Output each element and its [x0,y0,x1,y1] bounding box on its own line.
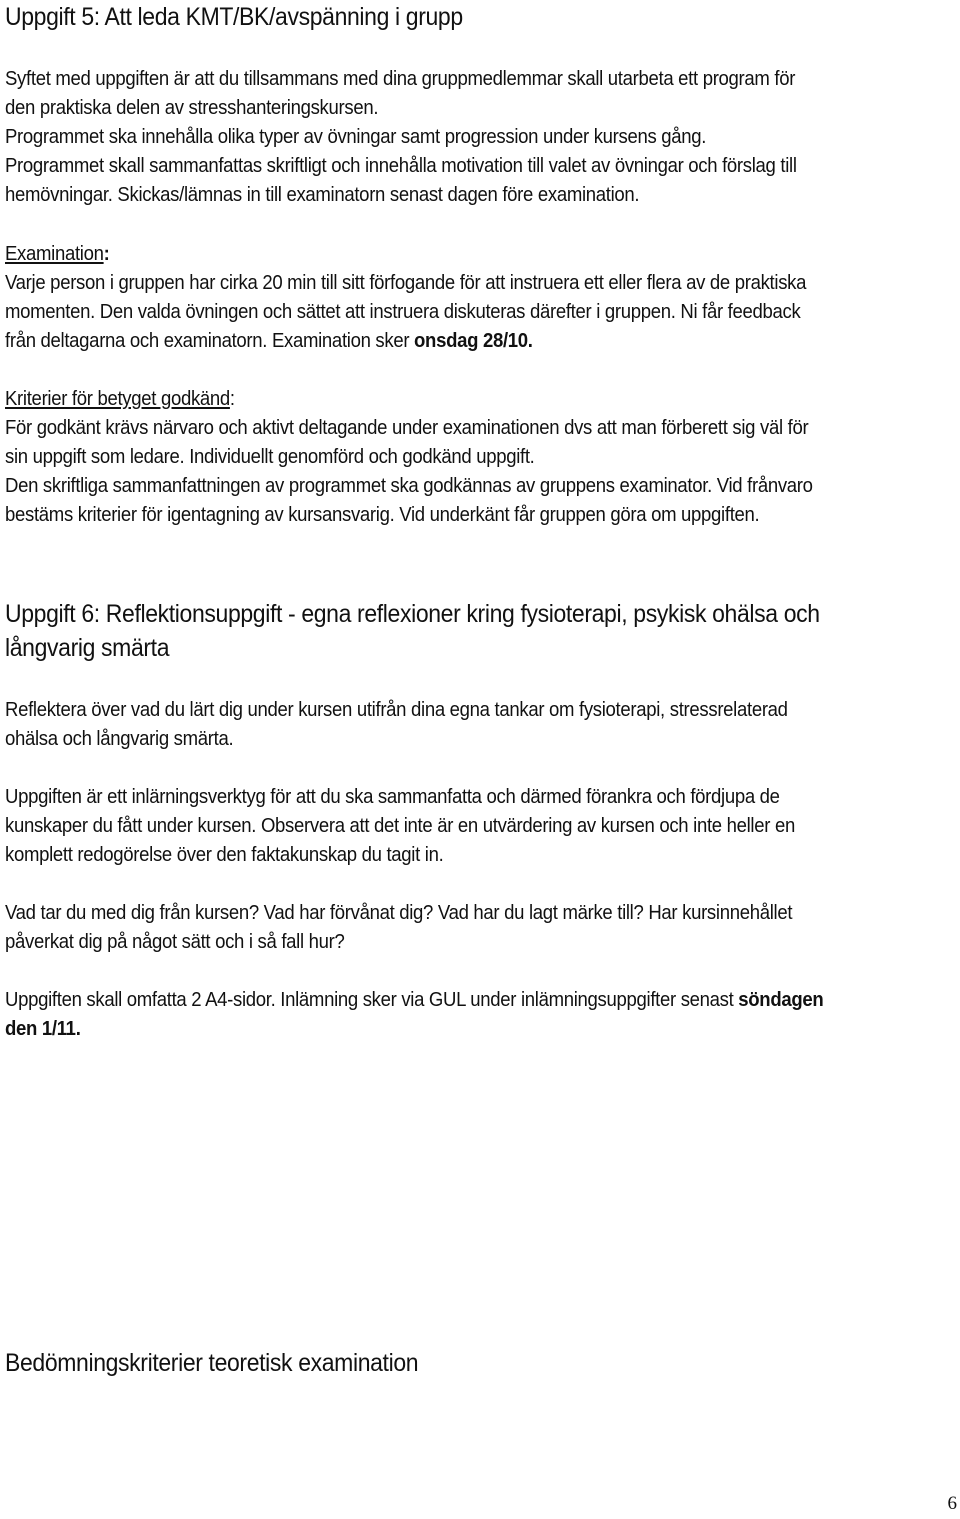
task5-intro-line: Programmet skall sammanfattas skriftligt och innehålla motivation till valet av övningar och förslag till [5,154,797,177]
task6-p1-line: ohälsa och långvarig smärta. [5,727,234,750]
assessment-section [5,1346,454,1380]
task6-p4-text: Uppgiften skall omfatta 2 A4-sidor. Inlämning sker via GUL under inlämningsuppgifter senast [5,988,739,1011]
task6-p4-line [5,1014,955,1043]
criteria-line: sin uppgift som ledare. Individuellt genomförd och godkänd uppgift. [5,445,535,468]
examination-heading: Examination [5,242,104,265]
criteria-line: För godkänt krävs närvaro och aktivt deltagande under examinationen dvs att man förberett sig väl för [5,416,809,439]
examination-date: onsdag 28/10. [414,329,533,352]
task6-title-line: långvarig smärta [5,634,170,662]
examination-heading-line [5,239,955,268]
task6-p1-line: Reflektera över vad du lärt dig under kursen utifrån dina egna tankar om fysioterapi, stressrelaterad [5,698,788,721]
task6-title-line: Uppgift 6: Reflektionsuppgift - egna reflexioner kring fysioterapi, psykisk ohälsa och [5,600,820,628]
task5-intro-line: hemövningar. Skickas/lämnas in till examinatorn senast dagen före examination. [5,183,640,206]
task6-paragraph-2 [5,782,960,869]
criteria-line: Den skriftliga sammanfattningen av programmet ska godkännas av gruppens examinator. Vid frånvaro [5,474,813,497]
task6-p2-line: komplett redogörelse över den faktakunskap du tagit in. [5,843,444,866]
examination-line: momenten. Den valda övningen och sättet att instruera diskuteras därefter i gruppen. Ni får feedback [5,300,801,323]
task6-paragraph-1 [5,695,960,753]
task6-p3-line: påverkat dig på något sätt och i så fall hur? [5,930,345,953]
task6-section [5,597,891,665]
task6-p3-line: Vad tar du med dig från kursen? Vad har förvånat dig? Vad har du lagt märke till? Har kursinnehållet [5,901,793,924]
criteria-line: bestäms kriterier för igentagning av kursansvarig. Vid underkänt får gruppen göra om uppgiften. [5,503,760,526]
task5-intro-line: Syftet med uppgiften är att du tillsammans med dina gruppmedlemmar skall utarbeta ett program för [5,67,796,90]
task5-intro-line: den praktiska delen av stresshanteringskursen. [5,96,379,119]
task5-section [5,0,503,34]
task5-criteria [5,384,960,529]
task6-p4-line [5,985,955,1014]
task6-p2-line: Uppgiften är ett inlärningsverktyg för att du ska sammanfatta och därmed förankra och fördjupa de [5,785,780,808]
criteria-heading: Kriterier för betyget godkänd [5,387,230,410]
task6-deadline-day: söndagen [738,988,824,1011]
task6-p2-line: kunskaper du fått under kursen. Observera att det inte är en utvärdering av kursen och inte heller en [5,814,795,837]
examination-line [5,326,955,355]
task5-intro [5,64,960,209]
examination-colon: : [103,242,110,265]
criteria-heading-line [5,384,955,413]
page-number: 6 [947,1493,957,1514]
examination-last-text: från deltagarna och examinatorn. Examination sker [5,329,415,352]
task6-paragraph-4 [5,985,960,1043]
task6-paragraph-3 [5,898,960,956]
task5-intro-line: Programmet ska innehålla olika typer av övningar samt progression under kursens gång. [5,125,707,148]
task5-examination [5,239,960,355]
criteria-colon: : [229,387,235,410]
task5-title: Uppgift 5: Att leda KMT/BK/avspänning i grupp [5,3,463,31]
task6-deadline-date: den 1/11. [5,1017,81,1040]
assessment-title: Bedömningskriterier teoretisk examination [5,1349,419,1377]
examination-line: Varje person i gruppen har cirka 20 min till sitt förfogande för att instruera ett eller flera av de praktiska [5,271,807,294]
